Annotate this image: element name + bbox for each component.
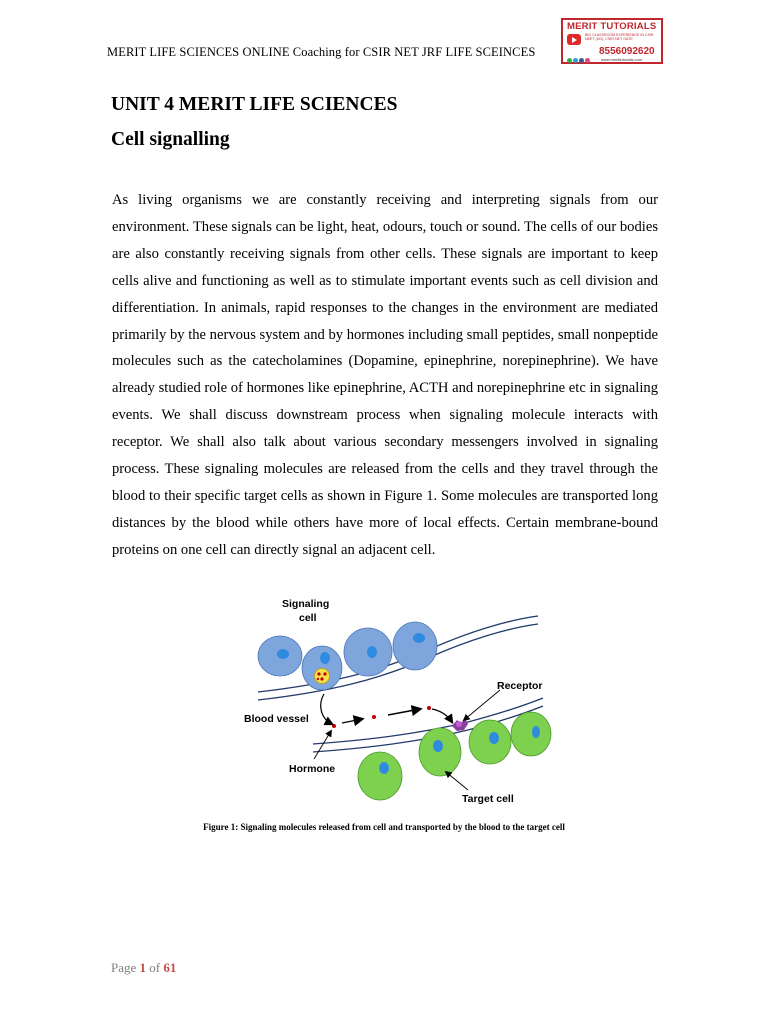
logo-phone: 8556092620: [599, 46, 655, 57]
blue-cell: [393, 622, 437, 670]
green-cell: [469, 720, 511, 764]
hormone-vesicle: [315, 669, 330, 684]
release-arrow: [321, 694, 332, 724]
hormone-molecule: [427, 706, 431, 710]
section-title: Cell signalling: [111, 129, 230, 150]
hormone-label: Hormone: [289, 763, 336, 775]
telegram-icon: [573, 58, 578, 63]
signaling-cell-label: Signaling: [282, 598, 330, 610]
nucleus: [379, 762, 389, 774]
hormone-pointer: [314, 731, 331, 759]
of-word: of: [149, 960, 161, 975]
target-cell-label: Target cell: [462, 793, 514, 805]
page-word: Page: [111, 960, 137, 975]
hormone-molecule: [372, 715, 376, 719]
nucleus: [532, 726, 540, 738]
nucleus: [433, 740, 443, 752]
nucleus: [489, 732, 499, 744]
nucleus: [277, 649, 289, 659]
logo-title: MERIT TUTORIALS: [567, 21, 657, 32]
flow-arrow: [342, 719, 362, 723]
receptor-label: Receptor: [497, 680, 543, 692]
green-cell: [358, 752, 402, 800]
page-current: 1: [139, 960, 147, 975]
blood-vessel-label: Blood vessel: [244, 713, 309, 725]
flow-arrow: [388, 709, 420, 715]
binding-arrow: [432, 709, 452, 722]
logo-url: www.merittutorials.com: [601, 57, 643, 62]
nucleus: [413, 633, 425, 643]
green-cell: [511, 712, 551, 756]
receptor-pointer: [464, 690, 500, 720]
running-header: MERIT LIFE SCIENCES ONLINE Coaching for CSIR NET JRF LIFE SCEINCES: [107, 45, 536, 59]
nucleus: [320, 652, 330, 664]
target-cell-pointer: [446, 772, 468, 790]
target-cell: [419, 728, 461, 776]
unit-title: UNIT 4 MERIT LIFE SCIENCES: [111, 94, 398, 115]
figure-caption: Figure 1: Signaling molecules released from cell and transported by the blood to the target cell: [203, 822, 565, 832]
instagram-icon: [585, 58, 590, 63]
body-paragraph: As living organisms we are constantly receiving and interpreting signals from our environment. These signals can be light, heat, odours, touch or sound. The cells of our bodies are also constantly receiving signals from other cells. These signals are important to keep cells alive and functioning as well as to stimulate important events such as cell division and differentiation. In animals, rapid responses to the changes in the environment are mediated primarily by the nervous system and by hormones including small peptides, small nonpeptide molecules such as the catecholamines (Dopamine, epinephrine, norepinephrine). We have already studied role of hormones like epinephrine, ACTH and norepinephrine etc in signaling events. We shall discuss downstream process when signaling molecule interacts with receptor. We shall also talk about various secondary messengers involved in signaling process. These signaling molecules are released from the cells and they travel through the blood to their specific target cells as shown in Figure 1. Some molecules are transported long distances by the blood while others have more of local effects. Certain membrane-bound proteins on one cell can directly signal an adjacent cell.: [112, 192, 658, 558]
page-total: 61: [163, 960, 177, 975]
logo-tagline: BIG CLASSROOM EXPERIENCE IN CSIR NEET (UG), CSIR-NET GATE: [585, 33, 654, 41]
social-icons: [567, 50, 591, 68]
merit-tutorials-logo[interactable]: [561, 18, 663, 64]
whatsapp-icon: [567, 58, 572, 63]
nucleus: [367, 646, 377, 658]
youtube-icon: [567, 34, 581, 45]
hormone-molecule: [332, 724, 336, 728]
page-footer: [111, 960, 176, 976]
facebook-icon: [579, 58, 584, 63]
cell-signalling-figure: [238, 594, 554, 808]
signaling-cell-label: cell: [299, 612, 317, 624]
